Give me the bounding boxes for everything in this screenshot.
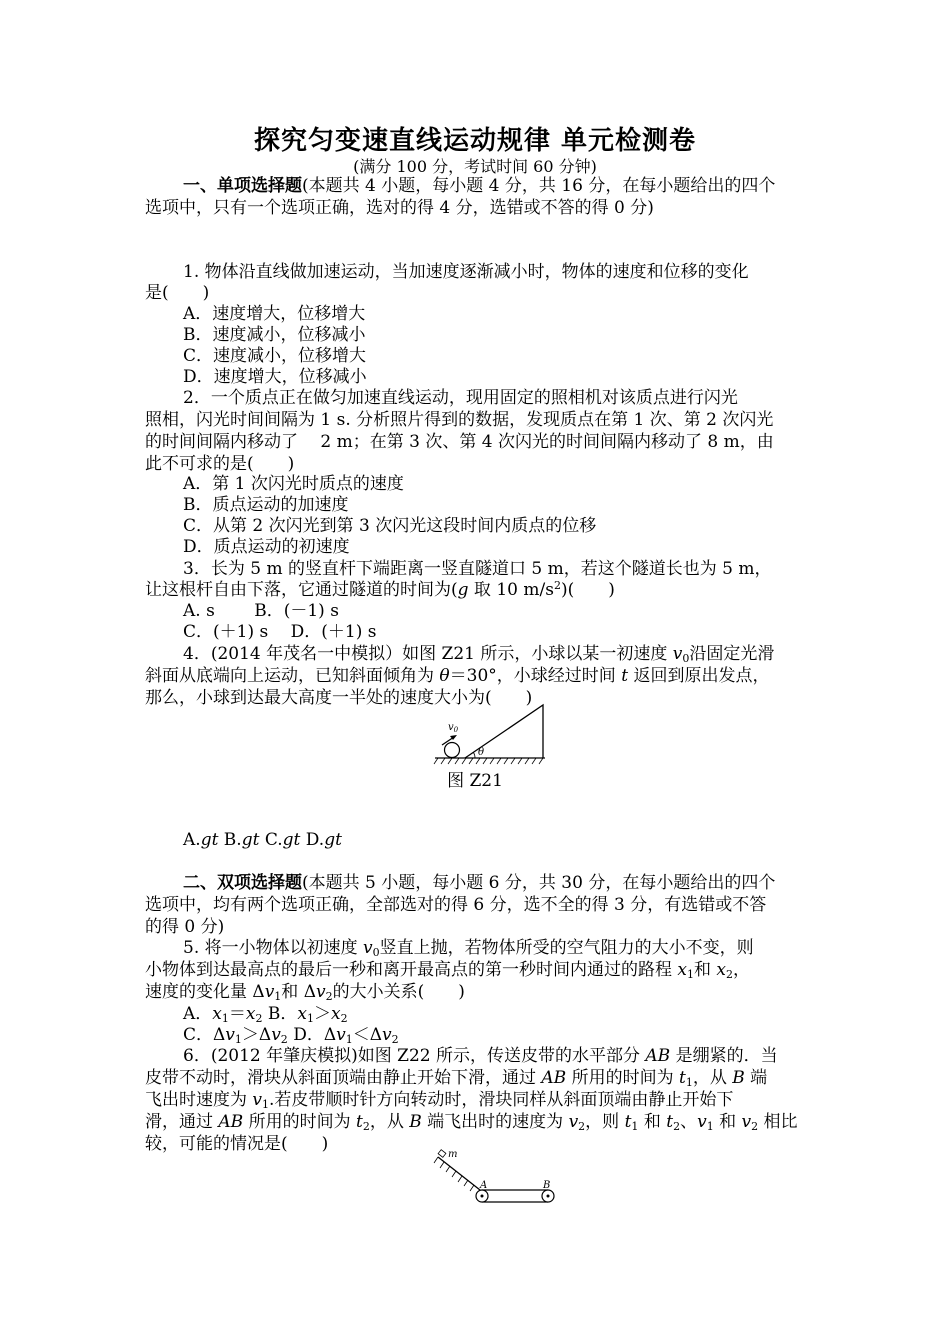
q2-stem-line1: 2．一个质点正在做匀加速直线运动，现用固定的照相机对该质点进行闪光: [183, 388, 738, 408]
q1-option-b: B．速度减小，位移减小: [183, 325, 366, 345]
q5-stem-line3: 速度的变化量 $\Delta v_1$和 $\Delta v_2$的大小关系( ): [145, 982, 465, 1003]
q4-stem-line3: 那么，小球到达最大高度一半处的速度大小为( ): [145, 688, 533, 708]
ground-hatching: [434, 758, 543, 764]
q2-option-d: D．质点运动的初速度: [183, 537, 350, 557]
b-label: B: [543, 1180, 551, 1191]
figure-z21-incline: [430, 700, 550, 770]
q6-stem-line4: 滑，通过 AB 所用的时间为 $t_2$，从 B 端飞出时的速度为 $v_2$，则 $t_1$ 和 $t_2$、$v_1$ 和 $v_2$ 相比: [145, 1112, 798, 1133]
q5-options-ab: A．$x_1=x_2$ B．$x_1>x_2$: [183, 1004, 348, 1025]
figure-z22-conveyor: [430, 1148, 560, 1206]
theta-label: θ: [478, 747, 485, 758]
section2-heading: 二、双项选择题: [183, 873, 302, 893]
q6-stem-line2: 皮带不动时，滑块从斜面顶端由静止开始下滑，通过 AB 所用的时间为 $t_1$，从 B 端: [145, 1068, 768, 1089]
q5-options-cd: C．$\Delta v_1>\Delta v_2$ D．$\Delta v_1<\Delta v_2$: [183, 1025, 399, 1046]
page-title: 探究匀变速直线运动规律 单元检测卷: [253, 126, 697, 156]
page-subtitle: (满分 100 分，考试时间 60 分钟): [353, 157, 597, 176]
q6-stem-line3: 飞出时速度为 $v_1$.若皮带顺时针方向转动时，滑块同样从斜面顶端由静止开始下: [145, 1090, 734, 1111]
section1-intro-line2: 选项中，只有一个选项正确，选对的得 4 分，选错或不答的得 0 分): [145, 198, 654, 218]
angle-arc: [474, 753, 476, 759]
v0-label: $v_0$: [448, 722, 459, 734]
q3-stem-line1: 3．长为 5 m 的竖直杆下端距离一竖直隧道口 5 m，若这个隧道长也为 5 m，: [183, 559, 772, 579]
q1-option-d: D．速度增大，位移减小: [183, 367, 367, 387]
q3-options-ab: A. s B．(－1) s: [183, 601, 339, 621]
slider-block: [438, 1150, 446, 1158]
incline-triangle: [465, 705, 543, 758]
q4-stem-line1: 4．(2014 年茂名一中模拟）如图 Z21 所示，小球以某一初速度 $v_0$沿固定光滑: [183, 644, 775, 665]
ramp-hatching: [434, 1157, 474, 1191]
q5-stem-line1: 5. 将一小物体以初速度 $v_0$竖直上抛，若物体所受的空气阻力的大小不变，则: [183, 938, 754, 959]
q6-stem-line1: 6．(2012 年肇庆模拟)如图 Z22 所示，传送皮带的水平部分 AB 是绷紧的．当: [183, 1046, 778, 1066]
q2-option-c: C．从第 2 次闪光到第 3 次闪光这段时间内质点的位移: [183, 516, 597, 536]
q1-option-c: C．速度减小，位移增大: [183, 346, 367, 366]
figure-z21-caption: 图 Z21: [447, 771, 503, 791]
q3-stem-line2: 让这根杆自由下落，它通过隧道的时间为(g 取 10 $m/s^2$)( ): [145, 579, 615, 600]
q1-stem-line2: 是( ): [145, 283, 210, 303]
section2-intro-line2: 选项中，均有两个选项正确，全部选对的得 6 分，选不全的得 3 分，有选错或不答: [145, 895, 767, 915]
q2-stem-line3: 的时间间隔内移动了 2 m；在第 3 次、第 4 次闪光的时间间隔内移动了 8 m，由: [145, 432, 774, 452]
q2-option-b: B．质点运动的加速度: [183, 495, 349, 515]
q1-stem-line1: 1. 物体沿直线做加速运动，当加速度逐渐减小时，物体的速度和位移的变化: [183, 262, 749, 282]
q2-stem-line2: 照相，闪光时间间隔为 1 s. 分析照片得到的数据，发现质点在第 1 次、第 2 次闪光: [145, 410, 774, 430]
a-label: A: [480, 1180, 488, 1191]
m-label: m: [448, 1149, 458, 1160]
q2-stem-line4: 此不可求的是( ): [145, 454, 295, 474]
q4-stem-line2: 斜面从底端向上运动，已知斜面倾角为 θ＝30°，小球经过时间 t 返回到原出发点，: [145, 666, 770, 686]
section2-intro-line1: 二、双项选择题(本题共 5 小题，每小题 6 分，共 30 分，在每小题给出的四个: [183, 873, 776, 893]
section1-heading: 一、单项选择题: [183, 176, 302, 196]
q3-options-cd: C．(＋1) s D．(＋1) s: [183, 622, 377, 642]
q1-option-a: A．速度增大，位移增大: [183, 304, 366, 324]
q6-stem-line5: 较，可能的情况是( ): [145, 1134, 329, 1154]
q5-stem-line2: 小物体到达最高点的最后一秒和离开最高点的第一秒时间内通过的路程 $x_1$和 $x_2$，: [145, 960, 750, 981]
section2-intro-line3: 的得 0 分): [145, 917, 225, 937]
ball: [445, 743, 460, 758]
q2-option-a: A．第 1 次闪光时质点的速度: [183, 474, 404, 494]
section1-intro-line1: 一、单项选择题(本题共 4 小题，每小题 4 分，共 16 分，在每小题给出的四个: [183, 176, 776, 196]
q4-options: A.gt B.gt C.gt D.gt: [183, 830, 342, 850]
